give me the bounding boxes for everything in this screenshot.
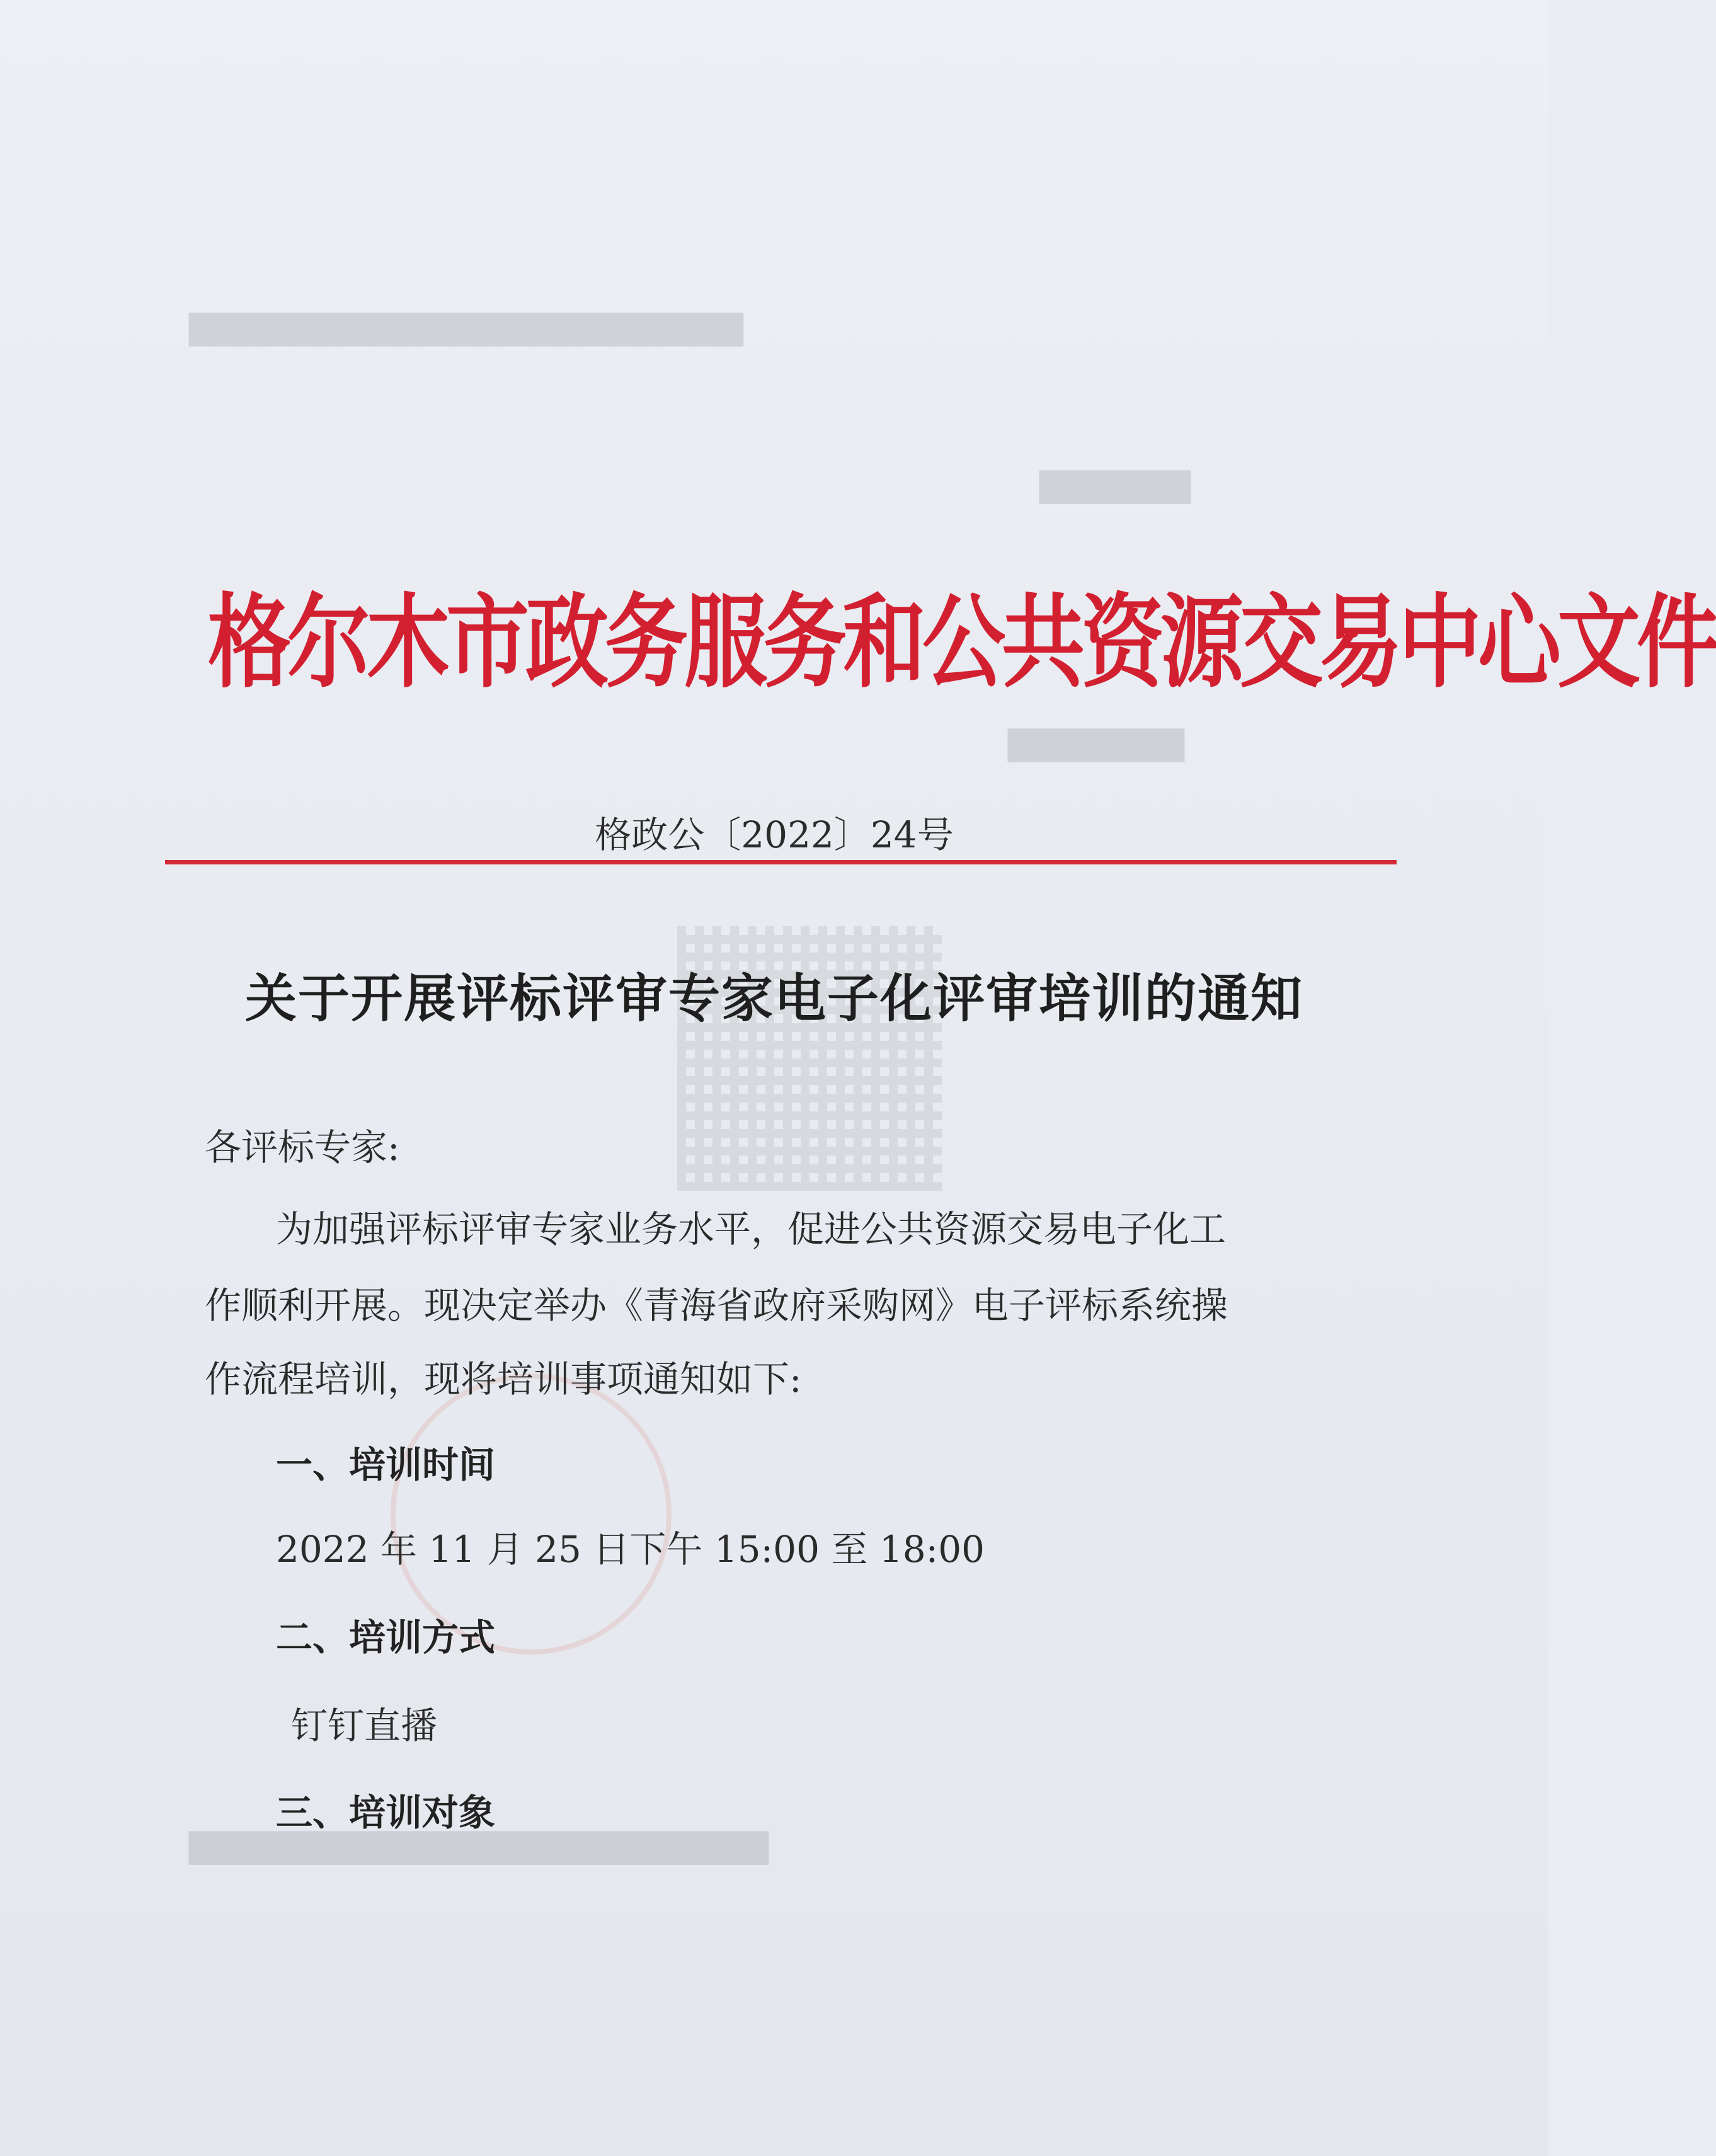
red-divider-rule [165, 860, 1397, 864]
intro-paragraph-line-3: 作流程培训，现将培训事项通知如下: [205, 1358, 802, 1401]
section-heading-time: 一、培训时间 [276, 1443, 496, 1486]
salutation: 各评标专家: [205, 1126, 400, 1169]
bleed-through-seal [391, 1373, 672, 1654]
intro-paragraph-line-2: 作顺利开展。现决定举办《青海省政府采购网》电子评标系统操 [205, 1284, 1228, 1327]
section-heading-audience: 三、培训对象 [276, 1791, 496, 1834]
bleed-through-text-2: ▇▇▇▇▇▇ [1039, 466, 1191, 504]
section-content-method: 钉钉直播 [291, 1704, 438, 1747]
bleed-through-text-3: ▇▇▇▇▇▇▇ [1008, 725, 1184, 762]
bleed-through-text-4: ▇▇▇▇▇▇▇▇▇▇▇▇▇▇▇▇▇▇▇▇▇▇▇ [189, 1827, 769, 1865]
notice-title: 关于开展评标评审专家电子化评审培训的通知 [244, 968, 1303, 1029]
bleed-through-text-1: ▇▇▇▇▇▇▇▇▇▇▇▇▇▇▇▇▇▇▇▇▇▇ [189, 309, 743, 347]
issuer-header: 格尔木市政务服务和公共资源交易中心文件 [208, 583, 1716, 702]
intro-paragraph-line-1: 为加强评标评审专家业务水平，促进公共资源交易电子化工 [276, 1208, 1227, 1251]
section-heading-method: 二、培训方式 [276, 1616, 496, 1659]
section-content-time: 2022 年 11 月 25 日下午 15:00 至 18:00 [276, 1528, 985, 1571]
document-number: 格政公〔2022〕24号 [595, 813, 954, 856]
